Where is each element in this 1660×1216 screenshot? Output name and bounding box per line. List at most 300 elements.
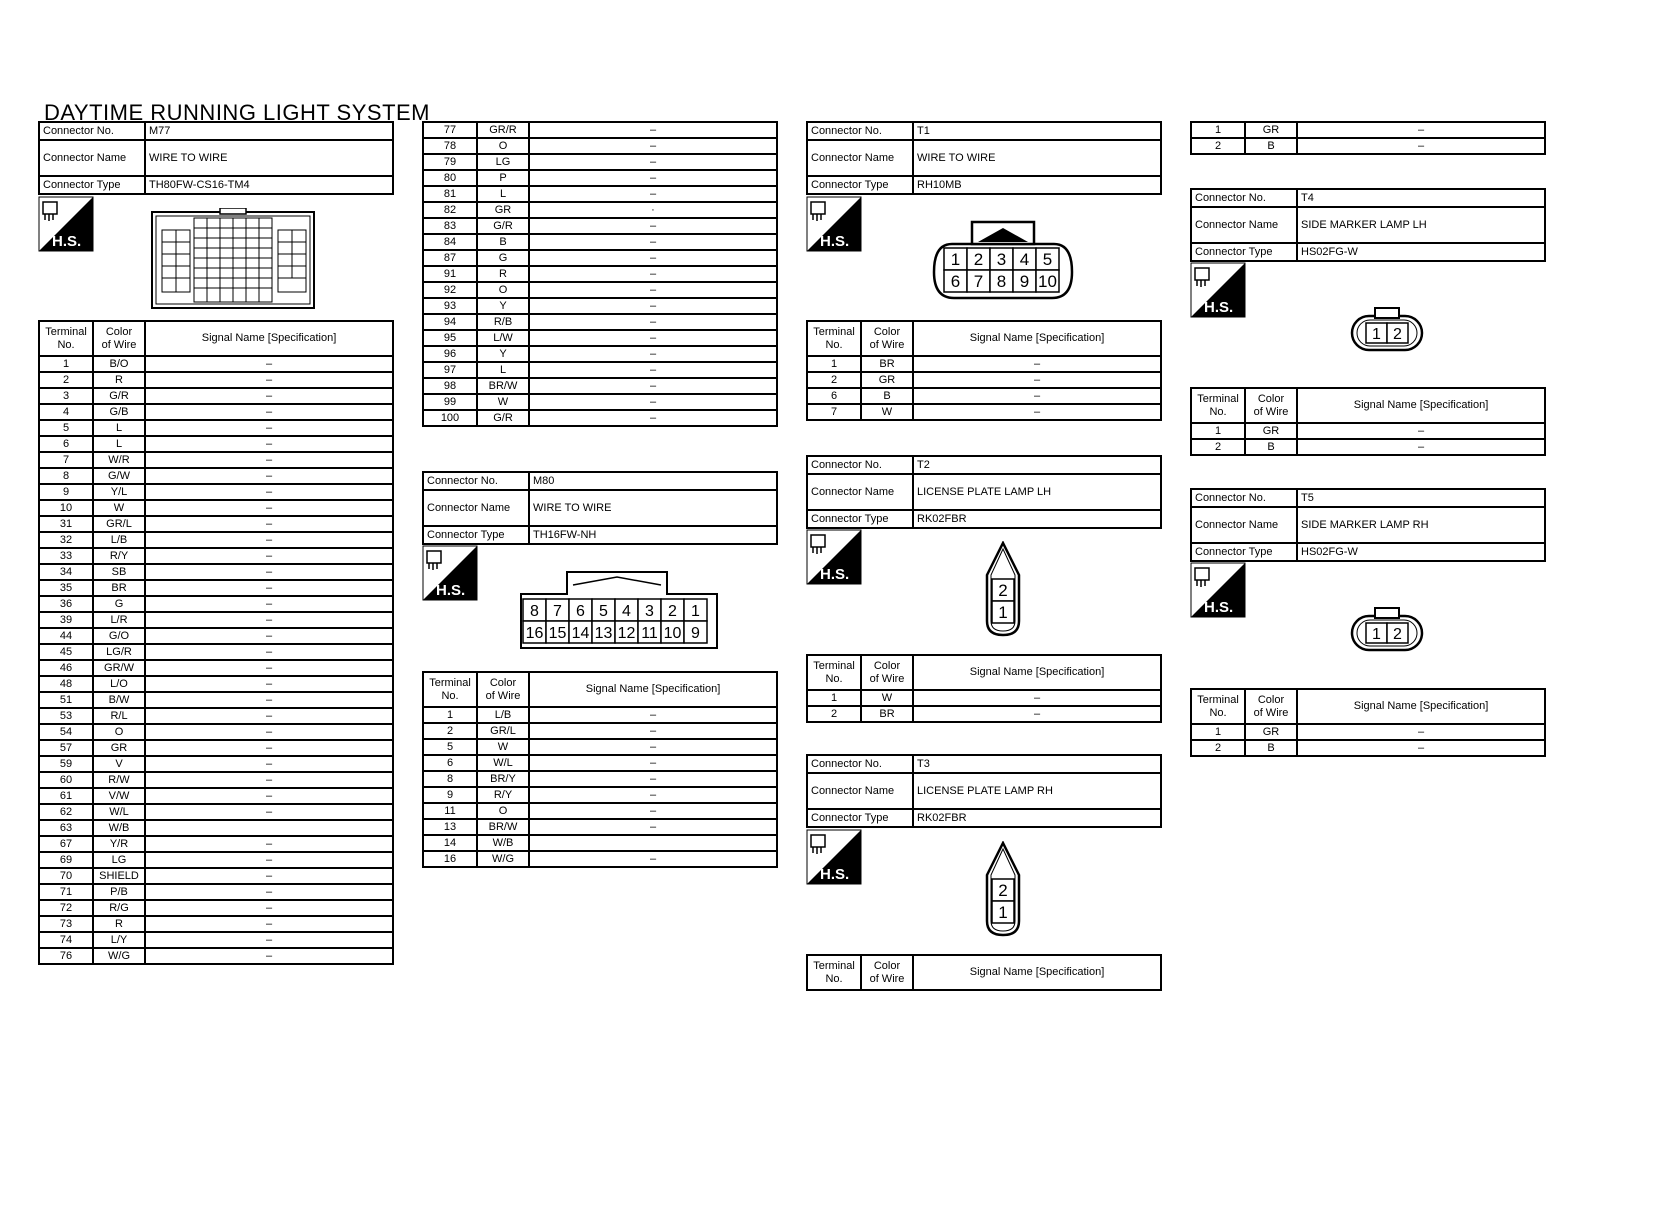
header-signal: Signal Name [Specification] xyxy=(1297,689,1545,724)
wire-color-cell: B xyxy=(477,234,529,250)
label-connector-type: Connector Type xyxy=(807,809,913,827)
wire-color-cell: W/B xyxy=(477,835,529,851)
header-signal: Signal Name [Specification] xyxy=(913,321,1161,356)
wire-color-cell: P/B xyxy=(93,884,145,900)
terminal-no-cell: 35 xyxy=(39,580,93,596)
m80-connector-face xyxy=(519,571,719,651)
wire-color-cell: O xyxy=(477,282,529,298)
signal-name-cell: – xyxy=(529,787,777,803)
terminal-no-cell: 99 xyxy=(423,394,477,410)
hs-icon xyxy=(422,545,478,601)
table-row xyxy=(423,739,777,755)
label-connector-type: Connector Type xyxy=(39,176,145,194)
signal-name-cell: – xyxy=(145,532,393,548)
wire-color-cell: GR xyxy=(861,372,913,388)
terminal-no-cell: 77 xyxy=(423,122,477,138)
header-signal: Signal Name [Specification] xyxy=(145,321,393,356)
t5-connector-face xyxy=(1350,606,1424,652)
terminal-no-cell: 45 xyxy=(39,644,93,660)
header-color-l1: Color xyxy=(873,659,901,672)
wire-color-cell: W xyxy=(93,500,145,516)
signal-name-cell: – xyxy=(145,420,393,436)
terminal-no-cell: 1 xyxy=(423,707,477,723)
header-color-l2: of Wire xyxy=(1253,706,1289,719)
table-row xyxy=(1191,423,1545,439)
terminal-no-cell: 72 xyxy=(39,900,93,916)
table-row xyxy=(423,170,777,186)
wire-color-cell: Y/L xyxy=(93,484,145,500)
wire-color-cell: R/Y xyxy=(93,548,145,564)
pin-number: 1 xyxy=(691,603,700,620)
wire-color-cell: SB xyxy=(93,564,145,580)
terminal-no-cell: 79 xyxy=(423,154,477,170)
wire-color-cell: R xyxy=(93,916,145,932)
terminal-no-cell: 9 xyxy=(39,484,93,500)
label-connector-name: Connector Name xyxy=(1191,207,1297,243)
wire-color-cell: W xyxy=(477,739,529,755)
table-row xyxy=(807,388,1161,404)
table-row xyxy=(39,580,393,596)
m80-connector-no: M80 xyxy=(529,472,777,490)
wire-color-cell: L/B xyxy=(93,532,145,548)
signal-name-cell: – xyxy=(529,819,777,835)
wire-color-cell: LG xyxy=(477,154,529,170)
header-terminal-l1: Terminal xyxy=(45,325,87,338)
wire-color-cell: G xyxy=(93,596,145,612)
hs-label: H.S. xyxy=(820,866,850,883)
header-color-l1: Color xyxy=(873,959,901,972)
table-row xyxy=(423,202,777,218)
terminal-no-cell: 46 xyxy=(39,660,93,676)
terminal-no-cell: 32 xyxy=(39,532,93,548)
signal-name-cell: – xyxy=(529,394,777,410)
header-terminal-l1: Terminal xyxy=(813,959,855,972)
m77-connector-no: M77 xyxy=(145,122,393,140)
table-row xyxy=(39,692,393,708)
signal-name-cell: – xyxy=(1297,724,1545,740)
header-color-l2: of Wire xyxy=(869,338,905,351)
table-row xyxy=(39,596,393,612)
signal-name-cell xyxy=(529,835,777,851)
signal-name-cell: – xyxy=(145,932,393,948)
header-terminal-l2: No. xyxy=(825,972,843,985)
t1-connector-face xyxy=(932,220,1074,300)
header-terminal-l2: No. xyxy=(1209,706,1227,719)
table-row xyxy=(807,356,1161,372)
table-row xyxy=(423,803,777,819)
table-row xyxy=(39,628,393,644)
wire-color-cell: O xyxy=(477,138,529,154)
terminal-no-cell: 95 xyxy=(423,330,477,346)
wire-color-cell: W/G xyxy=(93,948,145,964)
terminal-no-cell: 6 xyxy=(807,388,861,404)
wire-color-cell: G/R xyxy=(93,388,145,404)
signal-name-cell: – xyxy=(145,836,393,852)
terminal-no-cell: 8 xyxy=(39,468,93,484)
terminal-no-cell: 62 xyxy=(39,804,93,820)
terminal-no-cell: 2 xyxy=(1191,740,1245,756)
pin-number: 15 xyxy=(548,625,567,642)
wire-color-cell: W/R xyxy=(93,452,145,468)
table-row xyxy=(39,900,393,916)
signal-name-cell: – xyxy=(145,644,393,660)
table-row xyxy=(39,404,393,420)
label-connector-name: Connector Name xyxy=(423,490,529,526)
signal-name-cell: – xyxy=(1297,122,1545,138)
terminal-no-cell: 73 xyxy=(39,916,93,932)
signal-name-cell: – xyxy=(145,916,393,932)
signal-name-cell: – xyxy=(529,739,777,755)
header-color xyxy=(1245,689,1297,724)
terminal-no-cell: 91 xyxy=(423,266,477,282)
header-signal: Signal Name [Specification] xyxy=(913,955,1161,990)
signal-name-cell: – xyxy=(913,404,1161,420)
terminal-no-cell: 11 xyxy=(423,803,477,819)
signal-name-cell: – xyxy=(529,803,777,819)
t2-pin: 1 xyxy=(998,603,1008,622)
terminal-no-cell: 60 xyxy=(39,772,93,788)
terminal-no-cell: 2 xyxy=(1191,439,1245,455)
signal-name-cell: – xyxy=(529,362,777,378)
label-connector-type: Connector Type xyxy=(1191,243,1297,261)
m80-info-table xyxy=(422,471,778,545)
header-signal: Signal Name [Specification] xyxy=(529,672,777,707)
signal-name-cell: – xyxy=(913,372,1161,388)
terminal-no-cell: 31 xyxy=(39,516,93,532)
terminal-no-cell: 7 xyxy=(39,452,93,468)
header-terminal-l1: Terminal xyxy=(429,676,471,689)
label-connector-type: Connector Type xyxy=(423,526,529,544)
signal-name-cell: – xyxy=(529,314,777,330)
label-connector-no: Connector No. xyxy=(807,122,913,140)
wire-color-cell: L/O xyxy=(93,676,145,692)
table-row xyxy=(39,500,393,516)
table-row xyxy=(39,356,393,372)
table-row xyxy=(39,804,393,820)
signal-name-cell: – xyxy=(529,218,777,234)
t2-connector-type: RK02FBR xyxy=(913,510,1161,528)
pin-number: 6 xyxy=(576,603,585,620)
signal-name-cell: – xyxy=(529,250,777,266)
t5-connector-no: T5 xyxy=(1297,489,1545,507)
terminal-no-cell: 13 xyxy=(423,819,477,835)
header-terminal-l2: No. xyxy=(825,672,843,685)
t3-cont-terminal-table xyxy=(1190,121,1546,155)
signal-name-cell: – xyxy=(145,564,393,580)
table-row xyxy=(39,724,393,740)
m80-connector-type: TH16FW-NH xyxy=(529,526,777,544)
terminal-no-cell: 36 xyxy=(39,596,93,612)
wire-color-cell: BR/W xyxy=(477,819,529,835)
table-row xyxy=(39,388,393,404)
t4-terminal-table xyxy=(1190,387,1546,456)
header-terminal-l2: No. xyxy=(57,338,75,351)
terminal-no-cell: 5 xyxy=(423,739,477,755)
signal-name-cell: – xyxy=(145,580,393,596)
terminal-no-cell: 63 xyxy=(39,820,93,836)
t1-rows xyxy=(807,356,1161,420)
header-color xyxy=(861,655,913,690)
t5-info-table xyxy=(1190,488,1546,562)
wire-color-cell: B/O xyxy=(93,356,145,372)
terminal-no-cell: 94 xyxy=(423,314,477,330)
t2-connector-name: LICENSE PLATE LAMP LH xyxy=(913,474,1161,510)
pin-number: 9 xyxy=(691,625,700,642)
wire-color-cell: L/B xyxy=(477,707,529,723)
wire-color-cell: Y xyxy=(477,298,529,314)
wire-color-cell: W xyxy=(477,394,529,410)
wire-color-cell: W/B xyxy=(93,820,145,836)
terminal-no-cell: 16 xyxy=(423,851,477,867)
signal-name-cell: – xyxy=(145,772,393,788)
t1-pins xyxy=(944,248,1059,292)
wire-color-cell: R xyxy=(477,266,529,282)
t2-terminal-table xyxy=(806,654,1162,723)
terminal-no-cell: 61 xyxy=(39,788,93,804)
hs-label: H.S. xyxy=(820,233,850,250)
terminal-no-cell: 98 xyxy=(423,378,477,394)
signal-name-cell: – xyxy=(913,706,1161,722)
table-row xyxy=(807,372,1161,388)
wire-color-cell: BR xyxy=(861,706,913,722)
signal-name-cell: – xyxy=(913,388,1161,404)
label-connector-no: Connector No. xyxy=(423,472,529,490)
wire-color-cell: GR xyxy=(93,740,145,756)
table-row xyxy=(423,250,777,266)
table-row xyxy=(807,690,1161,706)
t5-terminal-table xyxy=(1190,688,1546,757)
m80-rows xyxy=(423,707,777,867)
wire-color-cell: B xyxy=(1245,740,1297,756)
terminal-no-cell: 8 xyxy=(423,771,477,787)
terminal-no-cell: 33 xyxy=(39,548,93,564)
wire-color-cell: G/O xyxy=(93,628,145,644)
terminal-no-cell: 78 xyxy=(423,138,477,154)
t5-pin: 2 xyxy=(1393,626,1402,643)
pin-number: 1 xyxy=(950,250,961,269)
wire-color-cell: L xyxy=(93,420,145,436)
table-row xyxy=(1191,740,1545,756)
header-terminal-l1: Terminal xyxy=(1197,693,1239,706)
table-row xyxy=(423,819,777,835)
t2-pin: 2 xyxy=(998,581,1008,600)
t3-pin: 2 xyxy=(998,881,1008,900)
pin-number: 10 xyxy=(663,625,682,642)
wire-color-cell: R/Y xyxy=(477,787,529,803)
header-terminal-l2: No. xyxy=(441,689,459,702)
wire-color-cell: W xyxy=(861,404,913,420)
wire-color-cell: B xyxy=(861,388,913,404)
terminal-no-cell: 59 xyxy=(39,756,93,772)
terminal-no-cell: 39 xyxy=(39,612,93,628)
terminal-no-cell: 44 xyxy=(39,628,93,644)
header-terminal-l1: Terminal xyxy=(813,325,855,338)
signal-name-cell xyxy=(145,820,393,836)
table-row xyxy=(423,314,777,330)
terminal-no-cell: 1 xyxy=(1191,122,1245,138)
terminal-no-cell: 67 xyxy=(39,836,93,852)
terminal-no-cell: 97 xyxy=(423,362,477,378)
t3-info-table xyxy=(806,754,1162,828)
t3-cont-rows xyxy=(1191,122,1545,154)
wire-color-cell: Y/R xyxy=(93,836,145,852)
page-title: DAYTIME RUNNING LIGHT SYSTEM xyxy=(44,100,431,125)
wire-color-cell: B/W xyxy=(93,692,145,708)
terminal-no-cell: 48 xyxy=(39,676,93,692)
header-terminal-l1: Terminal xyxy=(813,659,855,672)
table-row xyxy=(423,723,777,739)
label-connector-type: Connector Type xyxy=(807,510,913,528)
signal-name-cell: – xyxy=(145,356,393,372)
m80-connector-name: WIRE TO WIRE xyxy=(529,490,777,526)
pin-number: 14 xyxy=(571,625,590,642)
table-row xyxy=(423,707,777,723)
terminal-no-cell: 82 xyxy=(423,202,477,218)
table-row xyxy=(39,484,393,500)
terminal-no-cell: 92 xyxy=(423,282,477,298)
label-connector-name: Connector Name xyxy=(807,474,913,510)
wire-color-cell: G xyxy=(477,250,529,266)
signal-name-cell: – xyxy=(145,388,393,404)
m80-terminal-table xyxy=(422,671,778,868)
terminal-no-cell: 1 xyxy=(807,356,861,372)
header-color-l1: Color xyxy=(105,325,133,338)
m77-connector-type: TH80FW-CS16-TM4 xyxy=(145,176,393,194)
header-terminal xyxy=(807,655,861,690)
header-color-l2: of Wire xyxy=(869,972,905,985)
wire-color-cell: W xyxy=(861,690,913,706)
hs-label: H.S. xyxy=(52,233,82,250)
signal-name-cell: – xyxy=(529,707,777,723)
pin-number: 11 xyxy=(641,625,658,642)
signal-name-cell: – xyxy=(529,330,777,346)
hs-label: H.S. xyxy=(820,566,850,583)
terminal-no-cell: 70 xyxy=(39,868,93,884)
pin-number: 4 xyxy=(622,603,631,620)
m80-pins xyxy=(523,599,707,643)
table-row xyxy=(1191,724,1545,740)
signal-name-cell: – xyxy=(529,282,777,298)
table-row xyxy=(423,410,777,426)
terminal-no-cell: 76 xyxy=(39,948,93,964)
table-row xyxy=(807,706,1161,722)
table-row xyxy=(39,932,393,948)
wire-color-cell: SHIELD xyxy=(93,868,145,884)
signal-name-cell: – xyxy=(145,436,393,452)
table-row xyxy=(423,138,777,154)
pin-number: 8 xyxy=(530,603,539,620)
wire-color-cell: G/B xyxy=(93,404,145,420)
header-signal: Signal Name [Specification] xyxy=(913,655,1161,690)
t2-connector-no: T2 xyxy=(913,456,1161,474)
hs-icon xyxy=(1190,262,1246,318)
t2-rows xyxy=(807,690,1161,722)
signal-name-cell: – xyxy=(529,771,777,787)
terminal-no-cell: 100 xyxy=(423,410,477,426)
table-row xyxy=(39,612,393,628)
terminal-no-cell: 5 xyxy=(39,420,93,436)
signal-name-cell: – xyxy=(145,372,393,388)
wire-color-cell: GR/L xyxy=(477,723,529,739)
table-row xyxy=(39,836,393,852)
table-row xyxy=(39,644,393,660)
wire-color-cell: O xyxy=(93,724,145,740)
terminal-no-cell: 81 xyxy=(423,186,477,202)
m77-connector-face xyxy=(150,208,316,312)
pin-number: 5 xyxy=(599,603,608,620)
pin-number: 10 xyxy=(1038,272,1057,291)
t3-connector-name: LICENSE PLATE LAMP RH xyxy=(913,773,1161,809)
wire-color-cell: P xyxy=(477,170,529,186)
wire-color-cell: W/L xyxy=(477,755,529,771)
signal-name-cell: – xyxy=(913,690,1161,706)
wire-color-cell: O xyxy=(477,803,529,819)
wire-color-cell: GR xyxy=(1245,122,1297,138)
header-color xyxy=(861,321,913,356)
table-row xyxy=(1191,439,1545,455)
terminal-no-cell: 1 xyxy=(807,690,861,706)
wire-color-cell: V xyxy=(93,756,145,772)
hs-icon xyxy=(806,529,862,585)
header-color xyxy=(93,321,145,356)
header-terminal-l2: No. xyxy=(825,338,843,351)
header-color xyxy=(477,672,529,707)
wire-color-cell: L xyxy=(477,362,529,378)
signal-name-cell: – xyxy=(529,410,777,426)
table-row xyxy=(423,346,777,362)
wire-color-cell: BR/W xyxy=(477,378,529,394)
table-row xyxy=(39,852,393,868)
signal-name-cell: · xyxy=(529,202,777,218)
terminal-no-cell: 9 xyxy=(423,787,477,803)
wire-color-cell: GR/R xyxy=(477,122,529,138)
t5-rows xyxy=(1191,724,1545,756)
terminal-no-cell: 1 xyxy=(39,356,93,372)
pin-number: 8 xyxy=(996,272,1007,291)
wire-color-cell: GR/W xyxy=(93,660,145,676)
signal-name-cell: – xyxy=(145,484,393,500)
t2-info-table xyxy=(806,455,1162,529)
pin-number: 4 xyxy=(1019,250,1030,269)
label-connector-no: Connector No. xyxy=(1191,189,1297,207)
t4-connector-no: T4 xyxy=(1297,189,1545,207)
wire-color-cell: G/R xyxy=(477,218,529,234)
table-row xyxy=(39,948,393,964)
pin-number: 2 xyxy=(973,250,984,269)
signal-name-cell: – xyxy=(529,378,777,394)
header-terminal xyxy=(39,321,93,356)
m77-connector-name: WIRE TO WIRE xyxy=(145,140,393,176)
wire-color-cell: B xyxy=(1245,138,1297,154)
m77-cont-terminal-table xyxy=(422,121,778,427)
table-row xyxy=(39,420,393,436)
wire-color-cell: GR xyxy=(477,202,529,218)
table-row xyxy=(39,788,393,804)
signal-name-cell: – xyxy=(145,868,393,884)
pin-number: 5 xyxy=(1042,250,1053,269)
terminal-no-cell: 87 xyxy=(423,250,477,266)
terminal-no-cell: 1 xyxy=(1191,724,1245,740)
table-row xyxy=(39,660,393,676)
pin-number: 7 xyxy=(553,603,562,620)
signal-name-cell: – xyxy=(145,692,393,708)
table-row xyxy=(39,868,393,884)
signal-name-cell: – xyxy=(1297,138,1545,154)
pin-number: 3 xyxy=(645,603,654,620)
terminal-no-cell: 2 xyxy=(807,372,861,388)
m77-info-table xyxy=(38,121,394,195)
table-row xyxy=(39,532,393,548)
